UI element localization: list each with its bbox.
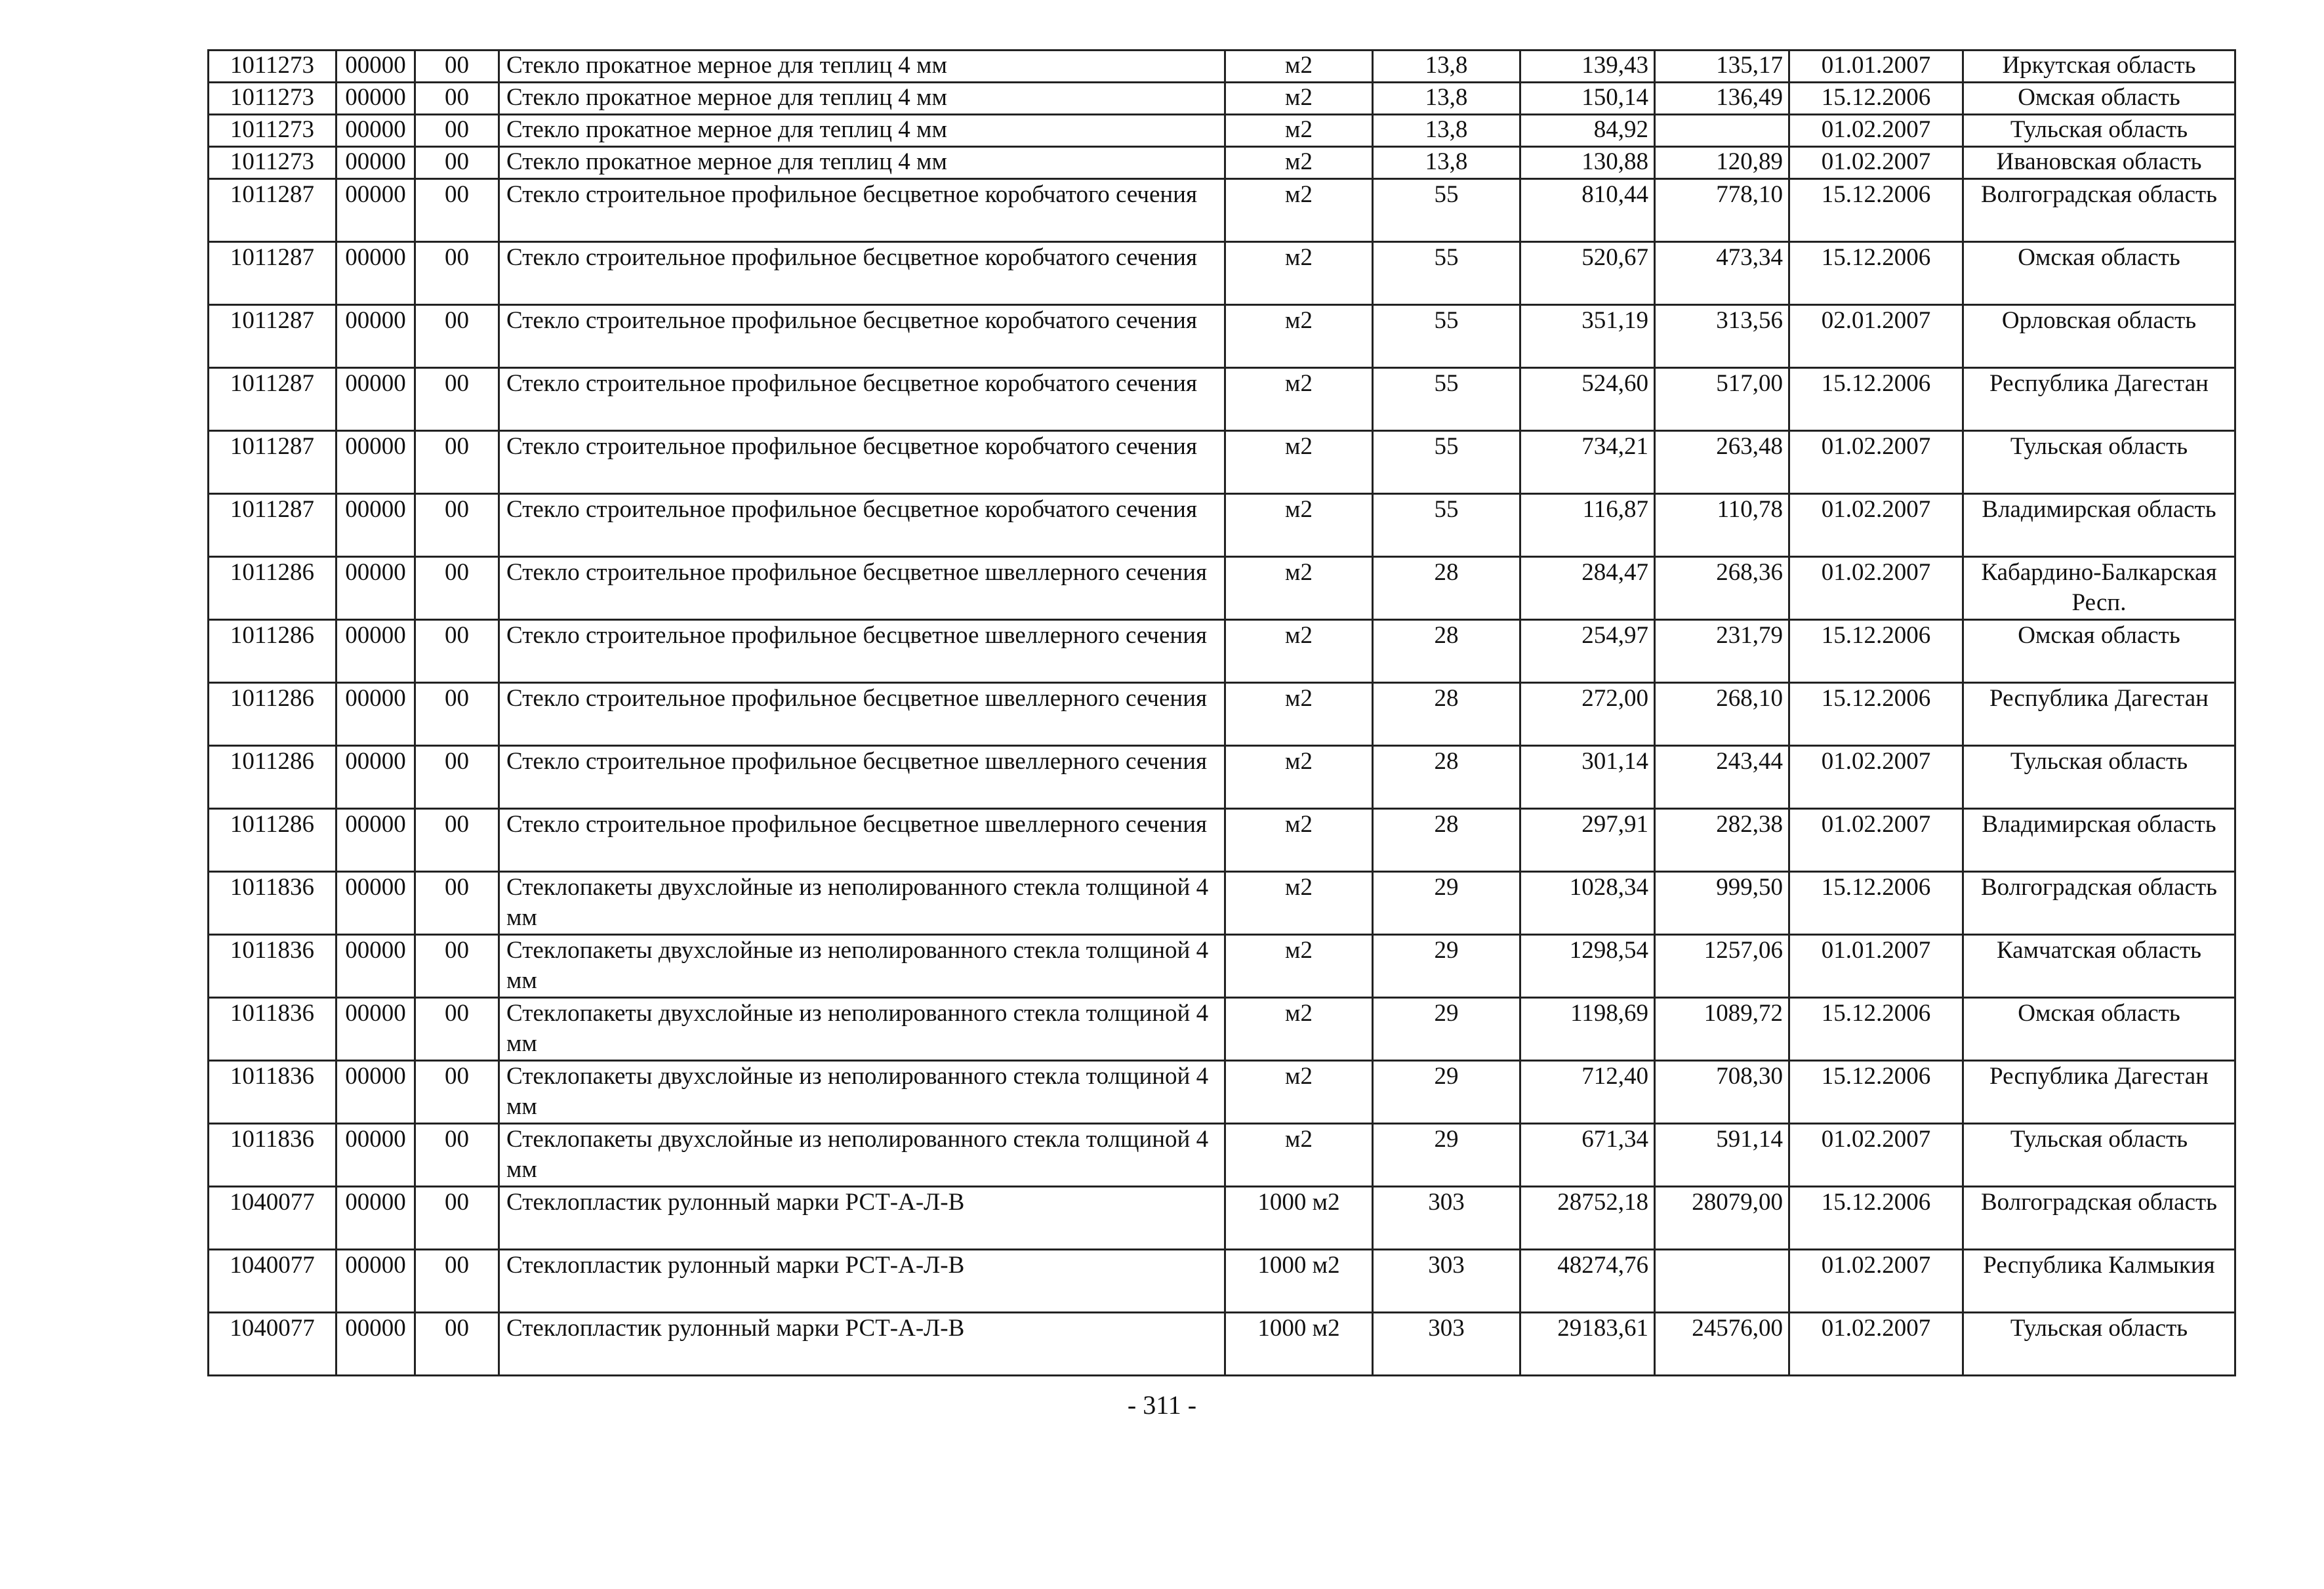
cell-date: 15.12.2006: [1789, 83, 1963, 115]
cell-product-name: Стеклопакеты двухслойные из неполированного стекла толщиной 4 мм: [499, 1061, 1225, 1124]
cell-weight: 55: [1373, 431, 1520, 494]
cell-date: 15.12.2006: [1789, 683, 1963, 746]
cell-code: 1011287: [209, 431, 336, 494]
cell-subcode: 00000: [336, 1250, 415, 1313]
cell-date: 01.02.2007: [1789, 1313, 1963, 1376]
cell-region: Орловская область: [1963, 305, 2235, 368]
cell-price-min: 473,34: [1655, 242, 1789, 305]
cell-weight: 29: [1373, 998, 1520, 1061]
cell-weight: 13,8: [1373, 115, 1520, 147]
cell-price-min: 778,10: [1655, 179, 1789, 242]
cell-unit: 1000 м2: [1225, 1250, 1373, 1313]
cell-weight: 55: [1373, 494, 1520, 557]
cell-product-name: Стекло строительное профильное бесцветное коробчатого сечения: [499, 305, 1225, 368]
cell-subcode: 00000: [336, 1313, 415, 1376]
cell-weight: 29: [1373, 935, 1520, 998]
cell-price-min: 591,14: [1655, 1124, 1789, 1187]
cell-region: Владимирская область: [1963, 494, 2235, 557]
table-row: [209, 368, 2235, 431]
cell-unit: м2: [1225, 809, 1373, 872]
cell-subcode-2: 00: [415, 179, 499, 242]
cell-subcode-2: 00: [415, 1187, 499, 1250]
table-row: [209, 1124, 2235, 1187]
cell-date: 01.02.2007: [1789, 115, 1963, 147]
cell-subcode: 00000: [336, 147, 415, 179]
cell-weight: 303: [1373, 1250, 1520, 1313]
page-number: - 311 -: [1127, 1390, 1197, 1420]
cell-region: Республика Дагестан: [1963, 368, 2235, 431]
cell-region: Ивановская область: [1963, 147, 2235, 179]
cell-subcode-2: 00: [415, 935, 499, 998]
cell-date: 01.02.2007: [1789, 557, 1963, 620]
cell-date: 01.02.2007: [1789, 809, 1963, 872]
cell-code: 1040077: [209, 1250, 336, 1313]
cell-price-min: 243,44: [1655, 746, 1789, 809]
table-row: [209, 1250, 2235, 1313]
cell-unit: м2: [1225, 746, 1373, 809]
cell-code: 1040077: [209, 1187, 336, 1250]
cell-subcode: 00000: [336, 1187, 415, 1250]
cell-product-name: Стекло строительное профильное бесцветное швеллерного сечения: [499, 557, 1225, 620]
cell-region: Тульская область: [1963, 746, 2235, 809]
cell-weight: 13,8: [1373, 51, 1520, 83]
cell-unit: м2: [1225, 305, 1373, 368]
cell-subcode-2: 00: [415, 368, 499, 431]
cell-product-name: Стекло строительное профильное бесцветное швеллерного сечения: [499, 746, 1225, 809]
cell-price-max: 810,44: [1520, 179, 1655, 242]
cell-subcode: 00000: [336, 557, 415, 620]
table-row: [209, 305, 2235, 368]
cell-product-name: Стекло строительное профильное бесцветное коробчатого сечения: [499, 242, 1225, 305]
cell-subcode: 00000: [336, 51, 415, 83]
cell-weight: 55: [1373, 368, 1520, 431]
cell-product-name: Стекло строительное профильное бесцветное коробчатого сечения: [499, 494, 1225, 557]
cell-price-min: 999,50: [1655, 872, 1789, 935]
cell-subcode: 00000: [336, 242, 415, 305]
cell-date: 15.12.2006: [1789, 620, 1963, 683]
cell-code: 1040077: [209, 1313, 336, 1376]
cell-subcode: 00000: [336, 431, 415, 494]
cell-product-name: Стекло строительное профильное бесцветное швеллерного сечения: [499, 620, 1225, 683]
cell-unit: м2: [1225, 51, 1373, 83]
cell-subcode-2: 00: [415, 683, 499, 746]
cell-subcode-2: 00: [415, 746, 499, 809]
cell-price-max: 520,67: [1520, 242, 1655, 305]
cell-region: Омская область: [1963, 83, 2235, 115]
cell-unit: м2: [1225, 683, 1373, 746]
cell-subcode: 00000: [336, 683, 415, 746]
cell-price-max: 1198,69: [1520, 998, 1655, 1061]
cell-subcode-2: 00: [415, 809, 499, 872]
cell-code: 1011836: [209, 872, 336, 935]
table-row: [209, 83, 2235, 115]
cell-code: 1011836: [209, 1061, 336, 1124]
cell-weight: 29: [1373, 1124, 1520, 1187]
cell-subcode: 00000: [336, 872, 415, 935]
cell-weight: 28: [1373, 620, 1520, 683]
cell-weight: 29: [1373, 872, 1520, 935]
cell-region: Омская область: [1963, 998, 2235, 1061]
cell-price-max: 139,43: [1520, 51, 1655, 83]
cell-product-name: Стекло прокатное мерное для теплиц 4 мм: [499, 147, 1225, 179]
cell-date: 01.01.2007: [1789, 935, 1963, 998]
cell-subcode: 00000: [336, 809, 415, 872]
cell-subcode-2: 00: [415, 51, 499, 83]
cell-date: 01.02.2007: [1789, 1124, 1963, 1187]
cell-code: 1011273: [209, 115, 336, 147]
cell-unit: м2: [1225, 872, 1373, 935]
cell-weight: 303: [1373, 1187, 1520, 1250]
cell-unit: м2: [1225, 431, 1373, 494]
cell-date: 01.02.2007: [1789, 147, 1963, 179]
table-row: [209, 998, 2235, 1061]
table-row: [209, 431, 2235, 494]
cell-price-min: [1655, 115, 1789, 147]
cell-region: Кабардино-Балкарская Респ.: [1963, 557, 2235, 620]
cell-date: 15.12.2006: [1789, 242, 1963, 305]
cell-price-max: 254,97: [1520, 620, 1655, 683]
cell-unit: м2: [1225, 1061, 1373, 1124]
cell-date: 15.12.2006: [1789, 998, 1963, 1061]
cell-unit: м2: [1225, 935, 1373, 998]
cell-price-min: 28079,00: [1655, 1187, 1789, 1250]
cell-region: Республика Дагестан: [1963, 1061, 2235, 1124]
cell-price-max: 671,34: [1520, 1124, 1655, 1187]
cell-subcode-2: 00: [415, 1313, 499, 1376]
cell-subcode-2: 00: [415, 872, 499, 935]
cell-subcode: 00000: [336, 935, 415, 998]
cell-code: 1011286: [209, 557, 336, 620]
cell-unit: м2: [1225, 242, 1373, 305]
cell-subcode-2: 00: [415, 494, 499, 557]
cell-region: Тульская область: [1963, 431, 2235, 494]
cell-region: Тульская область: [1963, 115, 2235, 147]
cell-product-name: Стекло строительное профильное бесцветное швеллерного сечения: [499, 683, 1225, 746]
cell-price-max: 272,00: [1520, 683, 1655, 746]
cell-region: Республика Дагестан: [1963, 683, 2235, 746]
cell-region: Республика Калмыкия: [1963, 1250, 2235, 1313]
cell-date: 15.12.2006: [1789, 368, 1963, 431]
cell-unit: 1000 м2: [1225, 1187, 1373, 1250]
table-row: [209, 872, 2235, 935]
cell-price-max: 116,87: [1520, 494, 1655, 557]
cell-weight: 29: [1373, 1061, 1520, 1124]
cell-unit: м2: [1225, 179, 1373, 242]
cell-region: Волгоградская область: [1963, 872, 2235, 935]
cell-region: Омская область: [1963, 620, 2235, 683]
cell-unit: м2: [1225, 368, 1373, 431]
cell-subcode-2: 00: [415, 620, 499, 683]
cell-unit: 1000 м2: [1225, 1313, 1373, 1376]
cell-subcode: 00000: [336, 179, 415, 242]
cell-subcode: 00000: [336, 620, 415, 683]
cell-date: 15.12.2006: [1789, 1187, 1963, 1250]
table-row: [209, 620, 2235, 683]
cell-price-max: 29183,61: [1520, 1313, 1655, 1376]
cell-code: 1011287: [209, 179, 336, 242]
cell-subcode-2: 00: [415, 83, 499, 115]
cell-subcode-2: 00: [415, 1250, 499, 1313]
cell-price-min: 135,17: [1655, 51, 1789, 83]
table-row: [209, 683, 2235, 746]
cell-price-max: 130,88: [1520, 147, 1655, 179]
cell-code: 1011286: [209, 620, 336, 683]
cell-weight: 28: [1373, 809, 1520, 872]
cell-code: 1011836: [209, 935, 336, 998]
cell-weight: 13,8: [1373, 147, 1520, 179]
cell-region: Владимирская область: [1963, 809, 2235, 872]
cell-price-min: 24576,00: [1655, 1313, 1789, 1376]
cell-product-name: Стекло строительное профильное бесцветное коробчатого сечения: [499, 179, 1225, 242]
cell-weight: 55: [1373, 242, 1520, 305]
cell-price-min: 1257,06: [1655, 935, 1789, 998]
cell-code: 1011273: [209, 51, 336, 83]
cell-subcode: 00000: [336, 305, 415, 368]
cell-price-min: 268,36: [1655, 557, 1789, 620]
cell-price-max: 301,14: [1520, 746, 1655, 809]
cell-subcode-2: 00: [415, 242, 499, 305]
cell-subcode-2: 00: [415, 557, 499, 620]
cell-subcode-2: 00: [415, 1061, 499, 1124]
table-row: [209, 494, 2235, 557]
cell-region: Тульская область: [1963, 1313, 2235, 1376]
cell-code: 1011287: [209, 242, 336, 305]
cell-product-name: Стеклопакеты двухслойные из неполированного стекла толщиной 4 мм: [499, 998, 1225, 1061]
cell-price-max: 1298,54: [1520, 935, 1655, 998]
cell-price-min: 231,79: [1655, 620, 1789, 683]
cell-product-name: Стекло строительное профильное бесцветное коробчатого сечения: [499, 431, 1225, 494]
table-row: [209, 1313, 2235, 1376]
cell-subcode: 00000: [336, 746, 415, 809]
cell-price-max: 284,47: [1520, 557, 1655, 620]
cell-subcode-2: 00: [415, 1124, 499, 1187]
cell-unit: м2: [1225, 1124, 1373, 1187]
cell-weight: 303: [1373, 1313, 1520, 1376]
cell-price-max: 48274,76: [1520, 1250, 1655, 1313]
cell-price-max: 1028,34: [1520, 872, 1655, 935]
cell-code: 1011287: [209, 305, 336, 368]
cell-subcode: 00000: [336, 83, 415, 115]
cell-date: 15.12.2006: [1789, 1061, 1963, 1124]
cell-date: 01.02.2007: [1789, 1250, 1963, 1313]
cell-price-max: 297,91: [1520, 809, 1655, 872]
cell-code: 1011836: [209, 998, 336, 1061]
cell-subcode-2: 00: [415, 431, 499, 494]
cell-subcode: 00000: [336, 494, 415, 557]
cell-weight: 28: [1373, 557, 1520, 620]
table-row: [209, 746, 2235, 809]
cell-unit: м2: [1225, 998, 1373, 1061]
cell-weight: 28: [1373, 683, 1520, 746]
cell-price-min: 313,56: [1655, 305, 1789, 368]
cell-price-max: 150,14: [1520, 83, 1655, 115]
cell-price-max: 734,21: [1520, 431, 1655, 494]
cell-code: 1011287: [209, 368, 336, 431]
cell-subcode-2: 00: [415, 305, 499, 368]
cell-price-min: 517,00: [1655, 368, 1789, 431]
cell-date: 01.02.2007: [1789, 431, 1963, 494]
table-row: [209, 935, 2235, 998]
cell-price-max: 351,19: [1520, 305, 1655, 368]
cell-code: 1011286: [209, 683, 336, 746]
cell-product-name: Стеклопластик рулонный марки РСТ-А-Л-В: [499, 1187, 1225, 1250]
cell-weight: 55: [1373, 179, 1520, 242]
cell-product-name: Стекло прокатное мерное для теплиц 4 мм: [499, 83, 1225, 115]
table-row: [209, 242, 2235, 305]
cell-subcode-2: 00: [415, 147, 499, 179]
cell-product-name: Стеклопластик рулонный марки РСТ-А-Л-В: [499, 1313, 1225, 1376]
cell-price-min: 263,48: [1655, 431, 1789, 494]
cell-code: 1011287: [209, 494, 336, 557]
cell-subcode-2: 00: [415, 115, 499, 147]
cell-weight: 55: [1373, 305, 1520, 368]
cell-subcode-2: 00: [415, 998, 499, 1061]
table-row: [209, 1061, 2235, 1124]
cell-price-max: 712,40: [1520, 1061, 1655, 1124]
cell-code: 1011273: [209, 147, 336, 179]
cell-date: 01.02.2007: [1789, 494, 1963, 557]
cell-unit: м2: [1225, 557, 1373, 620]
cell-subcode: 00000: [336, 368, 415, 431]
cell-date: 01.02.2007: [1789, 746, 1963, 809]
table-row: [209, 1187, 2235, 1250]
cell-region: Тульская область: [1963, 1124, 2235, 1187]
table-row: [209, 557, 2235, 620]
cell-code: 1011286: [209, 809, 336, 872]
cell-price-max: 524,60: [1520, 368, 1655, 431]
cell-price-min: [1655, 1250, 1789, 1313]
table-row: [209, 809, 2235, 872]
table-body: [209, 51, 2235, 1376]
cell-date: 02.01.2007: [1789, 305, 1963, 368]
table-row: [209, 147, 2235, 179]
cell-product-name: Стекло прокатное мерное для теплиц 4 мм: [499, 51, 1225, 83]
cell-price-max: 28752,18: [1520, 1187, 1655, 1250]
cell-price-min: 282,38: [1655, 809, 1789, 872]
cell-code: 1011286: [209, 746, 336, 809]
cell-subcode: 00000: [336, 1061, 415, 1124]
cell-unit: м2: [1225, 147, 1373, 179]
cell-price-min: 708,30: [1655, 1061, 1789, 1124]
table-row: [209, 115, 2235, 147]
cell-subcode: 00000: [336, 115, 415, 147]
cell-price-min: 1089,72: [1655, 998, 1789, 1061]
cell-date: 15.12.2006: [1789, 872, 1963, 935]
cell-price-min: 268,10: [1655, 683, 1789, 746]
cell-code: 1011273: [209, 83, 336, 115]
cell-region: Омская область: [1963, 242, 2235, 305]
table-row: [209, 51, 2235, 83]
cell-price-min: 110,78: [1655, 494, 1789, 557]
cell-product-name: Стекло строительное профильное бесцветное швеллерного сечения: [499, 809, 1225, 872]
cell-date: 15.12.2006: [1789, 179, 1963, 242]
cell-product-name: Стеклопакеты двухслойные из неполированного стекла толщиной 4 мм: [499, 1124, 1225, 1187]
cell-region: Камчатская область: [1963, 935, 2235, 998]
cell-product-name: Стеклопластик рулонный марки РСТ-А-Л-В: [499, 1250, 1225, 1313]
cell-weight: 13,8: [1373, 83, 1520, 115]
cell-product-name: Стеклопакеты двухслойные из неполированного стекла толщиной 4 мм: [499, 935, 1225, 998]
price-table: [207, 49, 2236, 1376]
cell-unit: м2: [1225, 115, 1373, 147]
cell-weight: 28: [1373, 746, 1520, 809]
cell-price-min: 120,89: [1655, 147, 1789, 179]
cell-subcode: 00000: [336, 998, 415, 1061]
cell-price-max: 84,92: [1520, 115, 1655, 147]
cell-region: Волгоградская область: [1963, 179, 2235, 242]
cell-subcode: 00000: [336, 1124, 415, 1187]
cell-unit: м2: [1225, 494, 1373, 557]
cell-product-name: Стекло прокатное мерное для теплиц 4 мм: [499, 115, 1225, 147]
cell-product-name: Стекло строительное профильное бесцветное коробчатого сечения: [499, 368, 1225, 431]
cell-region: Волгоградская область: [1963, 1187, 2235, 1250]
cell-price-min: 136,49: [1655, 83, 1789, 115]
cell-region: Иркутская область: [1963, 51, 2235, 83]
cell-code: 1011836: [209, 1124, 336, 1187]
cell-unit: м2: [1225, 83, 1373, 115]
cell-unit: м2: [1225, 620, 1373, 683]
table-row: [209, 179, 2235, 242]
cell-date: 01.01.2007: [1789, 51, 1963, 83]
cell-product-name: Стеклопакеты двухслойные из неполированного стекла толщиной 4 мм: [499, 872, 1225, 935]
